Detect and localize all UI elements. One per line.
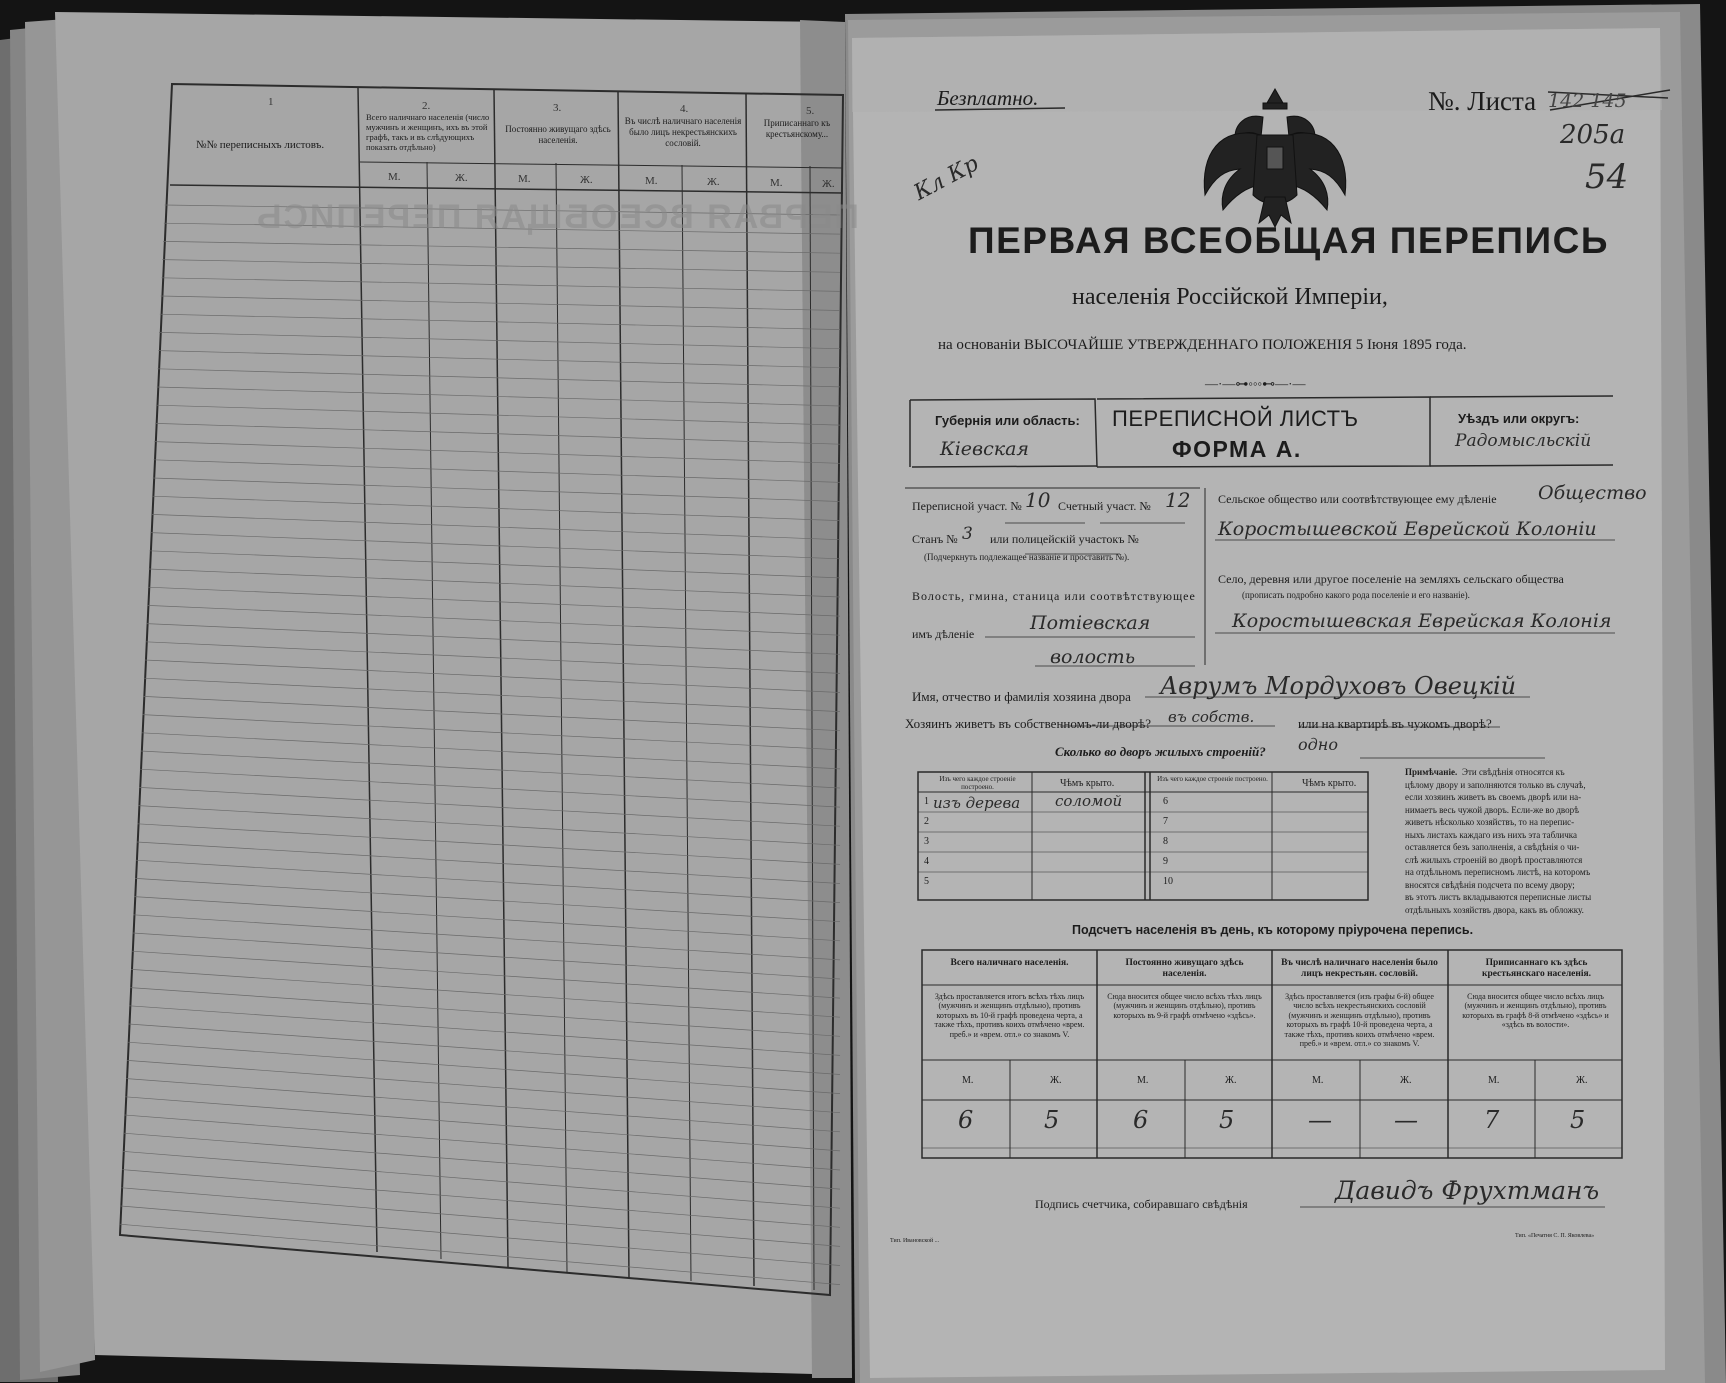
schetny-value: 12 xyxy=(1165,488,1191,512)
left-sub-zh-2: Ж. xyxy=(580,174,593,186)
left-col4-header: Въ числѣ наличнаго населенія было лицъ некрестьянскихъ сословій. xyxy=(624,116,742,148)
bt-row-number: 1 xyxy=(924,796,929,807)
lives-label: Хозяинъ живетъ въ собственномъ-ли дворѣ? xyxy=(905,716,1152,731)
tally-sub-header: Ж. xyxy=(1050,1075,1062,1086)
note-line: слѣ жилыхъ строеній во дворѣ проставляются xyxy=(1405,854,1583,865)
tally-sub-header: М. xyxy=(962,1075,974,1086)
tally-value: — xyxy=(1308,1106,1332,1134)
corner-page-number: 54 xyxy=(1585,157,1629,197)
tally-col-description: Здѣсь проставляется (изъ графы 6-й) общее число всѣхъ некрестьянскихъ сословій (мужчинъ и женщинъ отдѣльно), противъ которыхъ въ графѣ 10-й проведена черта, а также тѣхъ, противъ коихъ отмѣчено «врем. преб.» и «врем. отл.» со знакомъ V. xyxy=(1284,992,1435,1049)
form-title-line2: ФОРМА А. xyxy=(1172,436,1302,462)
society-value-1: Общество xyxy=(1538,482,1647,504)
signature-label: Подпись счетчика, собиравшаго свѣдѣнія xyxy=(1035,1197,1248,1211)
left-col5-header: Приписаннаго къ крестьянскому... xyxy=(763,118,831,139)
sheet-number-crossed: 142 145 xyxy=(1548,90,1627,112)
uchastok-value: 10 xyxy=(1025,488,1051,512)
tally-value: 6 xyxy=(1133,1106,1149,1134)
tally-sub-header: Ж. xyxy=(1400,1075,1412,1086)
note-line: цѣлому двору и заполняются только въ случаѣ, xyxy=(1405,779,1586,790)
tally-value: 5 xyxy=(1219,1106,1235,1134)
left-sub-m-1: М. xyxy=(388,171,401,183)
bt-row-number: 8 xyxy=(1163,836,1168,847)
left-col2-number: 2. xyxy=(422,100,431,112)
note-line: вносятся свѣдѣнія подсчета по всему двору; xyxy=(1405,879,1575,890)
left-col5-number: 5. xyxy=(806,105,815,117)
volost-label-1: Волость, гмина, станица или соотвѣтствующее xyxy=(912,589,1196,603)
bt-row-number: 4 xyxy=(924,856,929,867)
note-line: живетъ нѣсколько хозяйствъ, то на перепис- xyxy=(1405,817,1575,827)
note-line: въ этотъ листъ вкладываются переписные листы xyxy=(1405,892,1592,902)
left-sub-zh-3: Ж. xyxy=(707,176,720,188)
bt-col-material-header-right: Изъ чего каждое строеніе построено. xyxy=(1157,775,1268,783)
left-sub-zh-1: Ж. xyxy=(455,172,468,184)
left-col1-number: 1 xyxy=(268,96,274,108)
schetny-label: Счетный участ. № xyxy=(1058,499,1151,513)
lives-label-2: или на квартирѣ въ чужомъ дворѣ? xyxy=(1298,716,1492,731)
bt-row-number: 7 xyxy=(1163,816,1168,827)
tally-col-description: Здѣсь проставляется итогъ всѣхъ тѣхъ лицъ (мужчинъ и женщинъ отдѣльно), противъ которыхъ въ 10-й графѣ проведена черта, а также тѣхъ, противъ коихъ отмѣчено «врем. преб.» и «врем. отл.» со знакомъ V. xyxy=(934,992,1085,1039)
tally-sub-header: М. xyxy=(1137,1075,1149,1086)
bt-row-number: 2 xyxy=(924,816,929,827)
left-sub-m-4: М. xyxy=(770,177,783,189)
tally-value: 6 xyxy=(958,1106,974,1134)
left-col1-header: №№ переписныхъ листовъ. xyxy=(196,139,325,151)
left-sub-m-3: М. xyxy=(645,175,658,187)
bt-col-roof-header-right: Чѣмъ крыто. xyxy=(1302,778,1357,789)
society-label: Сельское общество или соотвѣтствующее ему дѣленіе xyxy=(1218,492,1497,506)
bt-col-material-header-left: Изъ чего каждое строеніе построено. xyxy=(939,775,1016,791)
left-col4-number: 4. xyxy=(680,103,689,115)
volost-label-2: имъ дѣленіе xyxy=(912,627,975,641)
tally-sub-header: Ж. xyxy=(1576,1075,1588,1086)
tally-value: 5 xyxy=(1044,1106,1060,1134)
bt-row-number: 10 xyxy=(1163,876,1173,887)
tally-sub-header: М. xyxy=(1312,1075,1324,1086)
stan-value: 3 xyxy=(962,524,973,544)
tally-col-description: Сюда вносится общее число всѣхъ лицъ (мужчинъ и женщинъ отдѣльно), противъ которыхъ въ графѣ 8-й отмѣчено «здѣсь» и «здѣсь въ волости». xyxy=(1462,992,1609,1030)
left-sub-zh-4: Ж. xyxy=(822,178,835,190)
ornament: —·—⊶◦◦◦⊷—·— xyxy=(1205,376,1306,391)
uezd-label: Уѣздъ или округъ: xyxy=(1458,411,1580,426)
note-line: оставляется безъ заполненія, а свѣдѣнія о чи- xyxy=(1405,842,1580,852)
stan-note: (Подчеркнуть подлежащее названіе и проставить №). xyxy=(924,552,1130,562)
gubernia-value: Кіевская xyxy=(940,438,1029,460)
stan-label: Станъ № xyxy=(912,532,958,546)
note-line: нимаетъ весь чужой дворъ. Если-же во дворѣ xyxy=(1405,804,1579,815)
tally-value: 7 xyxy=(1484,1106,1500,1134)
tally-col-header: Постоянно живущаго здѣсь населенія. xyxy=(1125,958,1244,979)
buildings-label: Сколько во дворъ жилыхъ строеній? xyxy=(1055,744,1266,759)
free-label: Безплатно. xyxy=(937,86,1039,110)
bt-row1-material: изъ дерева xyxy=(933,794,1021,812)
tally-value: — xyxy=(1394,1106,1418,1134)
tally-sub-header: М. xyxy=(1488,1075,1500,1086)
bt-row-number: 6 xyxy=(1163,796,1168,807)
left-show-through-title: ПЕРВАЯ ВСЕОБЩАЯ ПЕРЕПИСЬ xyxy=(255,198,859,236)
stan-label-2: или полицейскій участокъ № xyxy=(990,532,1139,546)
left-col3-header: Постоянно живущаго здѣсь населенія. xyxy=(505,124,611,145)
decree-line: на основаніи ВЫСОЧАЙШЕ УТВЕРЖДЕННАГО ПОЛОЖЕНІЯ 5 Іюня 1895 года. xyxy=(938,337,1467,353)
tally-col-header: Приписаннаго къ здѣсь крестьянскаго населенія. xyxy=(1481,958,1592,979)
tally-value: 5 xyxy=(1570,1106,1586,1134)
volost-value-2: волость xyxy=(1050,646,1136,668)
owner-value: Аврумъ Мордуховъ Овецкій xyxy=(1160,672,1517,700)
bt-row-number: 9 xyxy=(1163,856,1168,867)
bt-row1-roof: соломой xyxy=(1055,792,1123,810)
tally-sub-header: Ж. xyxy=(1225,1075,1237,1086)
printer-right: Тип. «Печатня С. П. Яковлева» xyxy=(1515,1233,1595,1239)
left-sub-m-2: М. xyxy=(518,173,531,185)
margin-note: Кл Кр xyxy=(909,151,983,206)
lives-value: въ собств. xyxy=(1168,708,1255,726)
uchastok-label: Переписной участ. № xyxy=(912,499,1022,513)
note-line: на отдѣльномъ переписномъ листѣ, на которомъ xyxy=(1405,867,1591,877)
sheet-number-handwritten: 205а xyxy=(1560,120,1626,150)
tally-col-header: Въ числѣ наличнаго населенія было лицъ некрестьян. сословій. xyxy=(1281,958,1438,979)
volost-value-1: Потіевская xyxy=(1030,612,1151,634)
society-value-2: Коростышевской Еврейской Колоніи xyxy=(1218,518,1597,540)
note-line: если хозяинъ живетъ въ своемъ дворѣ или на- xyxy=(1405,792,1582,802)
tally-title: Подсчетъ населенія въ день, къ которому пріурочена перепись. xyxy=(1072,923,1474,937)
uezd-value: Радомысльскій xyxy=(1455,431,1592,451)
bt-col-roof-header-left: Чѣмъ крыто. xyxy=(1060,778,1115,789)
gubernia-label: Губернія или область: xyxy=(935,413,1080,428)
census-title: ПЕРВАЯ ВСЕОБЩАЯ ПЕРЕПИСЬ xyxy=(968,220,1609,261)
bt-row-number: 5 xyxy=(924,876,929,887)
note-line: ныхъ листахъ каждаго изъ нихъ эта табличка xyxy=(1405,829,1577,840)
village-label: Село, деревня или другое поселеніе на земляхъ сельскаго общества xyxy=(1218,572,1564,586)
tally-col-header: Всего наличнаго населенія. xyxy=(950,958,1069,968)
sheet-number-label: №. Листа xyxy=(1428,86,1537,116)
note-line: Эти свѣдѣнія относятся къ xyxy=(1462,767,1565,777)
left-col2-header: Всего наличнаго населенія (число мужчинъ и женщинъ, ихъ въ этой графѣ, такъ и въ слѣдующихъ показать отдѣльно) xyxy=(366,112,490,152)
owner-label: Имя, отчество и фамилія хозяина двора xyxy=(912,689,1131,704)
bt-row-number: 3 xyxy=(924,836,929,847)
village-value: Коростышевская Еврейская Колонія xyxy=(1232,610,1612,632)
printer-left: Тип. Ивановской ... xyxy=(890,1238,940,1244)
form-title-line1: ПЕРЕПИСНОЙ ЛИСТЪ xyxy=(1112,406,1359,431)
note-line: отдѣльныхъ хозяйствъ двора, какъ въ обложку. xyxy=(1405,904,1584,915)
village-note: (прописать подробно какого рода поселеніе и его названіе). xyxy=(1242,590,1470,600)
buildings-value: одно xyxy=(1298,735,1338,754)
signature-value: Давидъ Фрухтманъ xyxy=(1335,1176,1600,1205)
left-col3-number: 3. xyxy=(553,102,562,114)
tally-col-description: Сюда вносится общее число всѣхъ тѣхъ лицъ (мужчинъ и женщинъ отдѣльно), противъ которыхъ въ 9-й графѣ отмѣчено «здѣсь». xyxy=(1107,992,1262,1020)
census-subtitle: населенія Россійской Имперіи, xyxy=(1072,284,1388,310)
note-title: Примѣчаніе. xyxy=(1405,767,1458,777)
